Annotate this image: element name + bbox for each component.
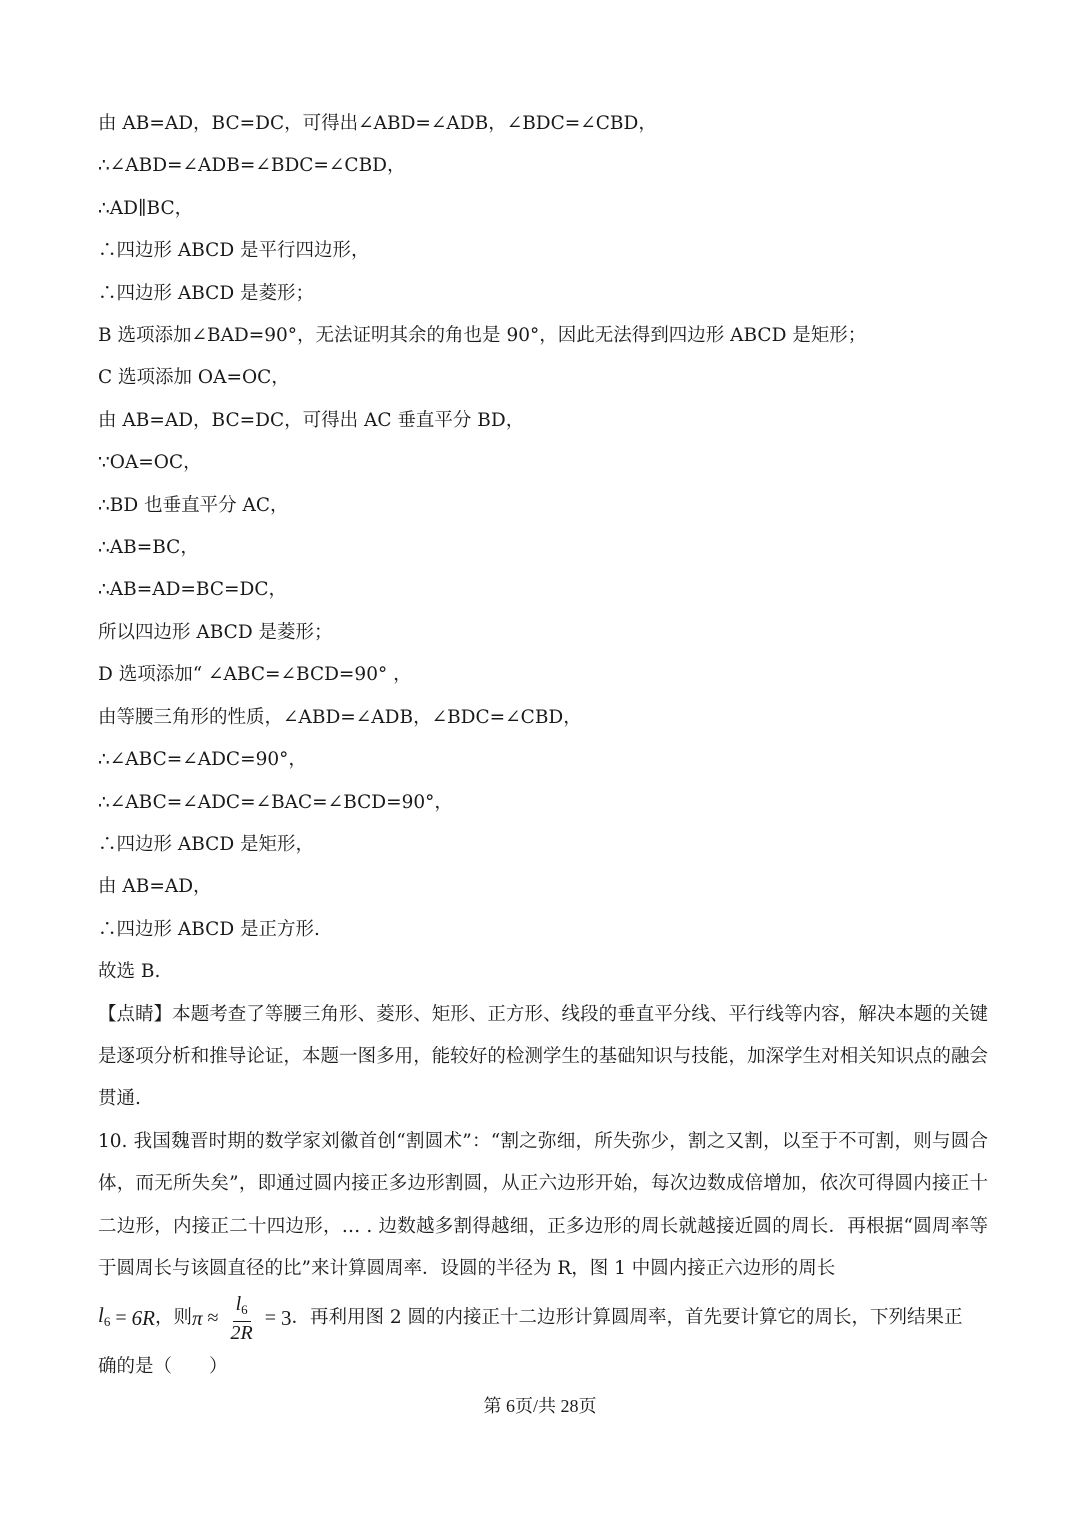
text-line-13: 所以四边形 ABCD 是菱形；: [98, 621, 333, 643]
formula-equals: =: [115, 1307, 127, 1330]
formula-pi: π: [191, 1306, 203, 1331]
text-line-21: 故选 B.: [98, 961, 161, 983]
text-line-20: ∴四边形 ABCD 是正方形.: [98, 918, 320, 940]
text-line-6: B 选项添加∠BAD=90°，无法证明其余的角也是 90°，因此无法得到四边形 ABCD 是矩形；: [98, 325, 867, 347]
question-10-text: 10. 我国魏晋时期的数学家刘徽首创“割圆术”：“割之弥细，所失弥少，割之又割，以至于不可割，则与圆合体，而无所失矣”，即通过圆内接正多边形割圆，从正六边形开始，每次边数成倍增加，依次可得圆内接正十二边形，内接正二十四边形，… . 边数越多割得越细，正多边形的周长就越接近圆的周长．再根据“圆周率等于圆周长与该圆直径的比”来计算圆周率．设圆的半径为 R，图 1 中圆内接正六边形的周长: [98, 1130, 988, 1279]
text-line-7: C 选项添加 OA=OC，: [98, 367, 290, 389]
formula-text-after: ．再利用图 2 圆的内接正十二边形计算圆周率，首先要计算它的周长，下列结果正: [291, 1307, 963, 1329]
formula-fraction: [227, 1293, 255, 1344]
text-line-8: 由 AB=AD，BC=DC，可得出 AC 垂直平分 BD，: [98, 409, 525, 431]
text-line-1: 由 AB=AD，BC=DC，可得出∠ABD=∠ADB，∠BDC=∠CBD，: [98, 113, 657, 134]
fraction-denominator: 2R: [230, 1321, 253, 1344]
formula-approx: ≈: [207, 1307, 219, 1330]
fraction-numerator: $l_6$: [233, 1293, 251, 1322]
text-line-18: ∴四边形 ABCD 是矩形，: [98, 833, 315, 855]
page-content: [98, 103, 988, 1389]
formula-6r: 6R: [131, 1306, 155, 1331]
text-line-5: ∴四边形 ABCD 是菱形；: [98, 282, 315, 304]
text-line-9: ∵OA=OC，: [98, 452, 202, 474]
text-line-12: ∴AB=AD=BC=DC，: [98, 579, 288, 601]
text-line-19: 由 AB=AD，: [98, 876, 212, 898]
text-line-17: ∴∠ABC=∠ADC=∠BAC=∠BCD=90°，: [98, 791, 453, 813]
text-line-4: ∴四边形 ABCD 是平行四边形，: [98, 240, 370, 262]
page-footer: 第 6页/共 28页: [483, 1396, 597, 1416]
formula-text-then: ，则: [154, 1307, 192, 1329]
formula-equals-2: =: [264, 1307, 276, 1330]
text-line-11: ∴AB=BC，: [98, 537, 199, 559]
formula-l6: $l_6$: [98, 1302, 111, 1329]
text-line-2: ∴∠ABD=∠ADB=∠BDC=∠CBD，: [98, 155, 406, 177]
text-line-10: ∴BD 也垂直平分 AC，: [98, 494, 289, 516]
formula-line: [98, 1290, 988, 1346]
text-line-16: ∴∠ABC=∠ADC=90°，: [98, 749, 307, 771]
text-line-3: ∴AD∥BC，: [98, 197, 194, 219]
formula-three: 3: [280, 1306, 292, 1331]
text-line-15: 由等腰三角形的性质，∠ABD=∠ADB，∠BDC=∠CBD，: [98, 706, 582, 728]
analysis-note: 【点睛】本题考查了等腰三角形、菱形、矩形、正方形、线段的垂直平分线、平行线等内容，解决本题的关键是逐项分析和推导论证，本题一图多用，能较好的检测学生的基础知识与技能，加深学生对相关知识点的融会贯通.: [98, 1003, 988, 1110]
question-10-last-line: 确的是（ ）: [98, 1356, 228, 1378]
text-line-14: D 选项添加“ ∠ABC=∠BCD=90° ，: [98, 664, 412, 686]
